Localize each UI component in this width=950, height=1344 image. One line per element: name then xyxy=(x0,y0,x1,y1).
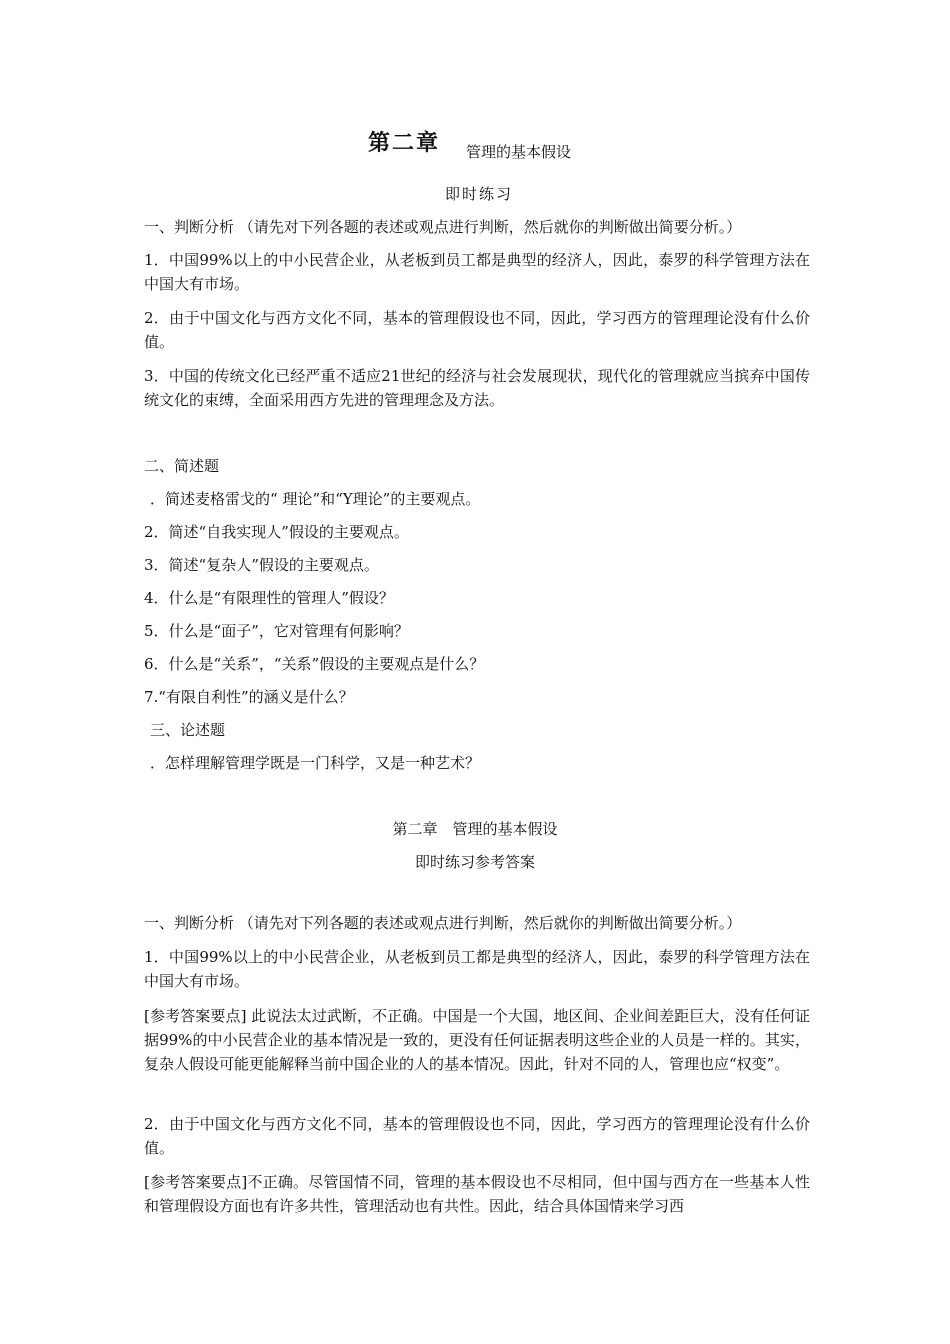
part2-question-6: 6．什么是“关系”，“关系”假设的主要观点是什么？ xyxy=(144,655,485,673)
part2-question-1: ．简述麦格雷戈的“ 理论”和“Y理论”的主要观点。 xyxy=(150,490,481,508)
part1-heading: 一、判断分析 （请先对下列各题的表述或观点进行判断，然后就你的判断做出简要分析。） xyxy=(144,218,742,236)
part1-question-2: 2．由于中国文化与西方文化不同，基本的管理假设也不同，因此，学习西方的管理理论没有什么价值。 xyxy=(144,309,810,351)
exercise-title: 即时练习 xyxy=(445,185,514,203)
part2-question-2: 2．简述“自我实现人”假设的主要观点。 xyxy=(144,523,409,541)
chapter-number: 第二章 xyxy=(368,130,441,156)
answers-question-2: 2．由于中国文化与西方文化不同，基本的管理假设也不同，因此，学习西方的管理理论没有什么价值。 xyxy=(144,1115,810,1157)
part2-question-4: 4．什么是“有限理性的管理人”假设？ xyxy=(144,589,394,607)
answers-answer-1: [参考答案要点] 此说法太过武断，不正确。中国是一个大国，地区间、企业间差距巨大，没有任何证据99%的中小民营企业的基本情况是一致的，更没有任何证据表明这些企业的人员是一样的。其实，复杂人假设可能更能解释当前中国企业的人的基本情况。因此，针对不同的人，管理也应“权变”。 xyxy=(144,1007,810,1073)
part1-question-3: 3．中国的传统文化已经严重不适应21世纪的经济与社会发展现状，现代化的管理就应当摈弃中国传统文化的束缚，全面采用西方先进的管理理念及方法。 xyxy=(144,367,810,409)
part2-heading: 二、简述题 xyxy=(144,457,220,475)
answers-heading: 一、判断分析 （请先对下列各题的表述或观点进行判断，然后就你的判断做出简要分析。） xyxy=(144,914,742,932)
part1-question-1: 1．中国99%以上的中小民营企业，从老板到员工都是典型的经济人，因此，泰罗的科学管理方法在中国大有市场。 xyxy=(144,251,810,293)
part2-question-5: 5．什么是“面子”，它对管理有何影响？ xyxy=(144,622,409,640)
chapter-title: 管理的基本假设 xyxy=(466,143,572,161)
part3-heading: 三、论述题 xyxy=(150,721,226,739)
answers-title: 即时练习参考答案 xyxy=(414,853,535,871)
answers-answer-2: [参考答案要点]不正确。尽管国情不同，管理的基本假设也不尽相同，但中国与西方在一些基本人性和管理假设方面也有许多共性，管理活动也有共性。因此，结合具体国情来学习西 xyxy=(144,1173,810,1215)
part2-question-7: 7.“有限自利性”的涵义是什么？ xyxy=(144,688,354,706)
answers-chapter-line: 第二章 管理的基本假设 xyxy=(392,820,558,838)
part2-question-3: 3．简述“复杂人”假设的主要观点。 xyxy=(144,556,379,574)
part3-question-1: ．怎样理解管理学既是一门科学，又是一种艺术？ xyxy=(150,754,481,772)
answers-question-1: 1．中国99%以上的中小民营企业，从老板到员工都是典型的经济人，因此，泰罗的科学管理方法在中国大有市场。 xyxy=(144,948,810,990)
